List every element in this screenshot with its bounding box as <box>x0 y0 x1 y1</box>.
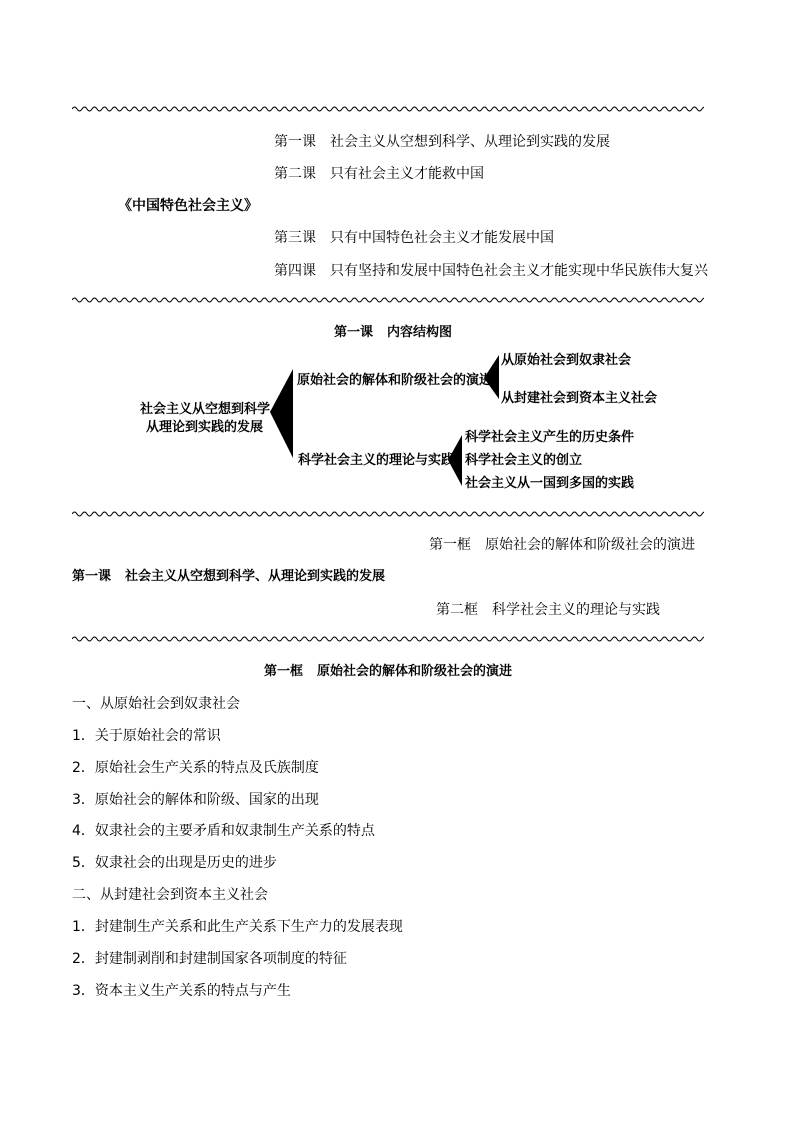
branch1-leaf: 从封建社会到资本主义社会 <box>501 391 658 406</box>
branch2-leaf: 社会主义从一国到多国的实践 <box>465 476 635 491</box>
frame-num: 第一框 <box>429 537 471 553</box>
lesson-num: 第一课 <box>274 134 316 150</box>
lesson-num: 第三课 <box>274 230 316 246</box>
lesson-num: 第二课 <box>274 166 316 182</box>
root-node-line1: 社会主义从空想到科学、 <box>140 402 284 417</box>
root-node-line2: 从理论到实践的发展 <box>146 420 264 435</box>
frame-num: 第二框 <box>436 602 478 618</box>
outline-section-heading: 二、从封建社会到资本主义社会 <box>72 887 268 903</box>
outline-heading-title: 原始社会的解体和阶级社会的演进 <box>317 664 513 679</box>
frame-title: 科学社会主义的理论与实践 <box>492 602 660 618</box>
structure-heading-title: 内容结构图 <box>387 325 453 340</box>
outline-item: 1．关于原始社会的常识 <box>72 728 221 744</box>
lesson-heading-num: 第一课 <box>72 569 112 584</box>
book-title: 《中国特色社会主义》 <box>118 198 258 214</box>
branch1-label: 原始社会的解体和阶级社会的演进 <box>297 373 493 388</box>
outline-section-heading: 一、从原始社会到奴隶社会 <box>72 696 240 712</box>
lesson-heading <box>72 569 385 585</box>
lesson-heading-title: 社会主义从空想到科学、从理论到实践的发展 <box>125 569 386 584</box>
outline-heading-num: 第一框 <box>264 664 304 679</box>
wave-divider <box>72 634 704 644</box>
outline-item: 4．奴隶社会的主要矛盾和奴隶制生产关系的特点 <box>72 823 375 839</box>
outline-item: 3．原始社会的解体和阶级、国家的出现 <box>72 792 319 808</box>
frame-row-1 <box>429 536 695 554</box>
outline-item: 1．封建制生产关系和此生产关系下生产力的发展表现 <box>72 919 403 935</box>
frame-title: 原始社会的解体和阶级社会的演进 <box>485 537 695 553</box>
lesson-title: 只有坚持和发展中国特色社会主义才能实现中华民族伟大复兴 <box>330 263 708 279</box>
branch2-label: 科学社会主义的理论与实践 <box>298 453 455 468</box>
lesson-num: 第四课 <box>274 263 316 279</box>
outline-item: 2．原始社会生产关系的特点及氏族制度 <box>72 760 319 776</box>
lesson-title: 社会主义从空想到科学、从理论到实践的发展 <box>330 134 610 150</box>
branch2-leaf: 科学社会主义产生的历史条件 <box>465 430 635 445</box>
lesson-title: 只有社会主义才能救中国 <box>330 166 484 182</box>
structure-heading-num: 第一课 <box>334 325 374 340</box>
outline-heading <box>264 664 512 680</box>
outline-item: 3．资本主义生产关系的特点与产生 <box>72 983 291 999</box>
frame-row-2 <box>436 601 660 619</box>
outline-item: 2．封建制剥削和封建制国家各项制度的特征 <box>72 951 347 967</box>
structure-brackets <box>0 0 794 520</box>
branch1-leaf: 从原始社会到奴隶社会 <box>501 353 632 368</box>
branch2-leaf: 科学社会主义的创立 <box>465 453 583 468</box>
lesson-title: 只有中国特色社会主义才能发展中国 <box>330 230 554 246</box>
outline-item: 5．奴隶社会的出现是历史的进步 <box>72 855 277 871</box>
